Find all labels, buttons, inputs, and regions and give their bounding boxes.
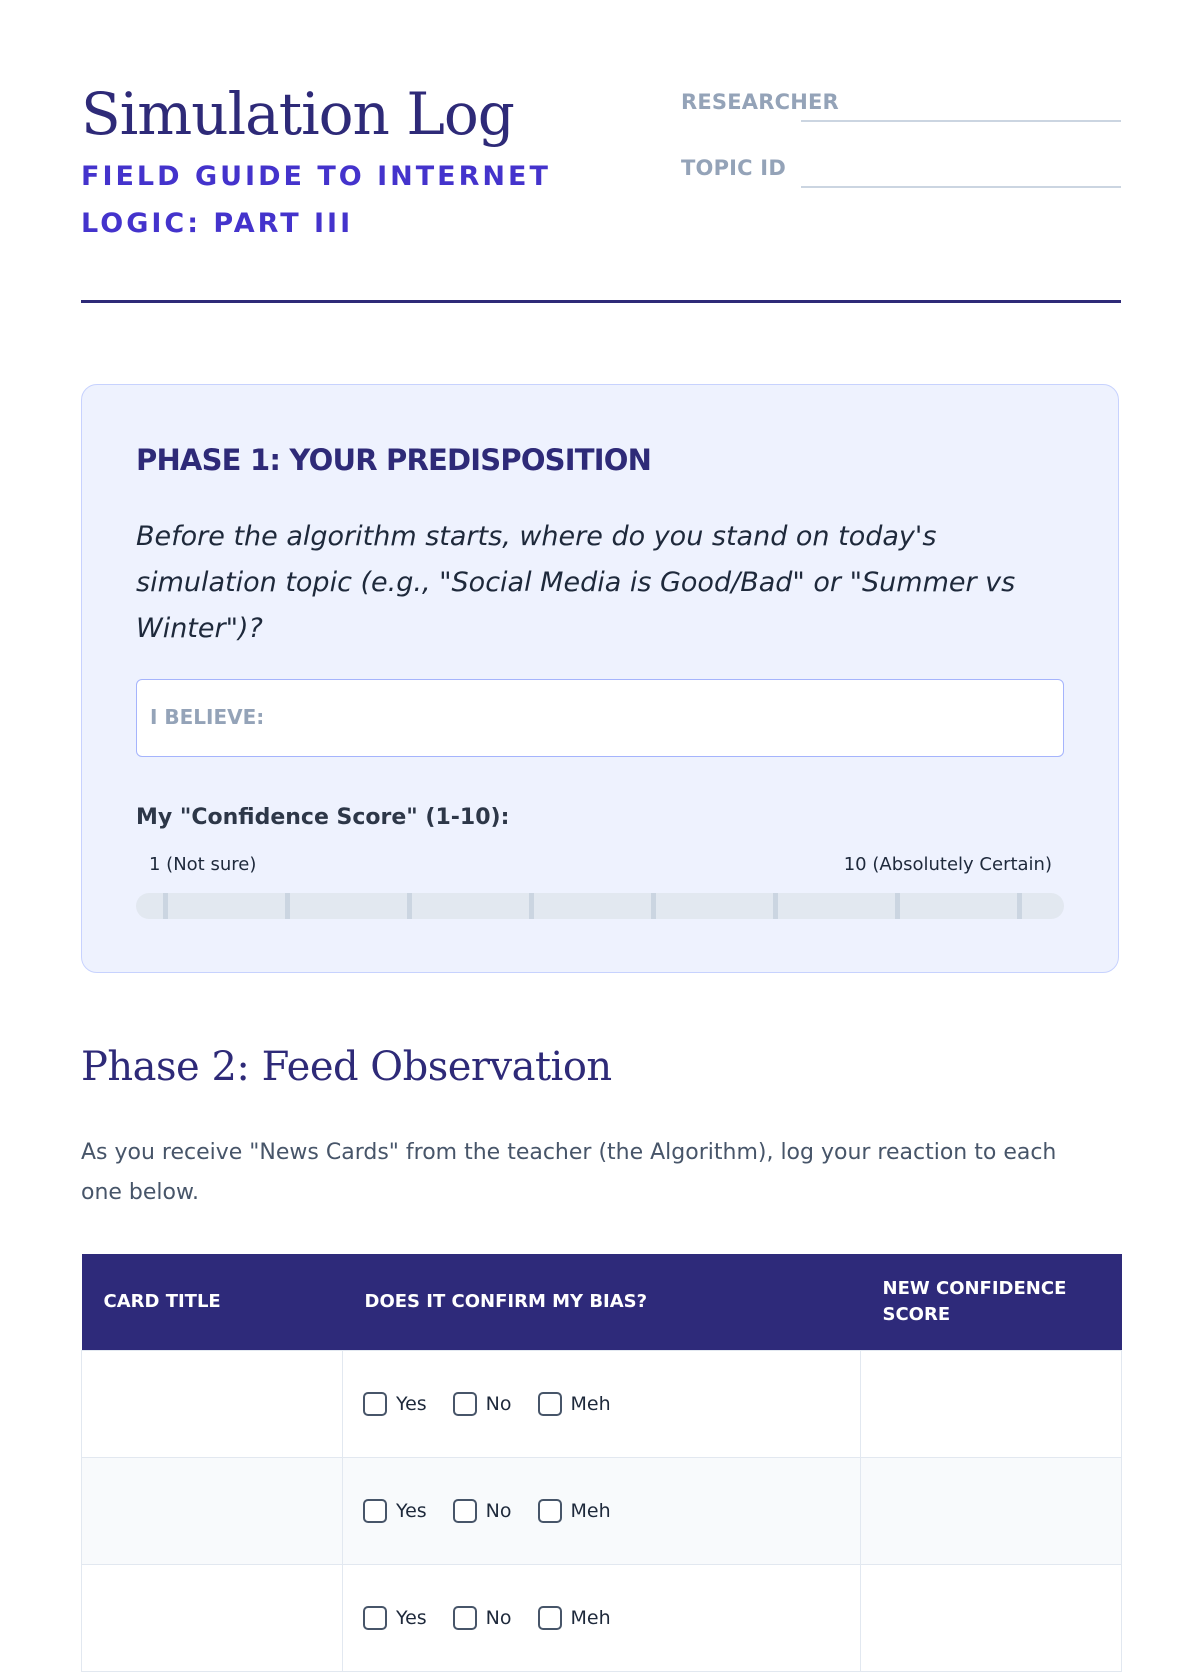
scale-tick (895, 893, 900, 919)
new-confidence-cell[interactable] (861, 1350, 1122, 1457)
scale-max-label: 10 (Absolutely Certain) (843, 854, 1052, 875)
belief-input[interactable] (136, 679, 1064, 757)
table-row (82, 1457, 1122, 1564)
option-meh-label: Meh (570, 1499, 611, 1522)
checkbox-no[interactable] (453, 1606, 477, 1630)
header-divider (81, 300, 1121, 303)
table-row (82, 1564, 1122, 1671)
option-no[interactable] (453, 1606, 512, 1630)
checkbox-meh[interactable] (538, 1392, 562, 1416)
card-title-cell[interactable] (82, 1457, 343, 1564)
option-meh[interactable] (538, 1392, 611, 1416)
phase2-title: Phase 2: Feed Observation (81, 1044, 612, 1090)
option-no-label: No (485, 1392, 512, 1415)
scale-tick (1017, 893, 1022, 919)
new-confidence-cell[interactable] (861, 1564, 1122, 1671)
option-no[interactable] (453, 1392, 512, 1416)
option-meh-label: Meh (570, 1392, 611, 1415)
option-no-label: No (485, 1499, 512, 1522)
option-meh[interactable] (538, 1499, 611, 1523)
new-confidence-cell[interactable] (861, 1457, 1122, 1564)
option-no-label: No (485, 1606, 512, 1629)
bias-check-group (363, 1499, 840, 1523)
scale-min-label: 1 (Not sure) (149, 854, 257, 875)
column-header-card-title: CARD TITLE (82, 1254, 343, 1350)
scale-tick (529, 893, 534, 919)
scale-tick (163, 893, 168, 919)
belief-label: I BELIEVE: (150, 705, 265, 729)
card-title-cell[interactable] (82, 1564, 343, 1671)
scale-tick (285, 893, 290, 919)
topic-id-input-line[interactable] (801, 154, 1121, 188)
option-yes[interactable] (363, 1499, 427, 1523)
page-subtitle: FIELD GUIDE TO INTERNET LOGIC: PART III (81, 161, 551, 239)
phase1-question: Before the algorithm starts, where do you stand on today's simulation topic (e.g., "Social Media is Good/Bad" or "Summer vs Winter")? (136, 521, 1016, 644)
topic-id-label: TOPIC ID (681, 156, 786, 180)
checkbox-yes[interactable] (363, 1606, 387, 1630)
option-yes-label: Yes (396, 1392, 427, 1415)
researcher-input-line[interactable] (801, 88, 1121, 122)
feed-observation-table (81, 1254, 1122, 1672)
column-header-confirm-bias: DOES IT CONFIRM MY BIAS? (343, 1254, 861, 1350)
option-yes-label: Yes (396, 1499, 427, 1522)
option-yes[interactable] (363, 1606, 427, 1630)
bias-check-group (363, 1606, 840, 1630)
option-meh-label: Meh (570, 1606, 611, 1629)
phase1-title: PHASE 1: YOUR PREDISPOSITION (136, 443, 652, 477)
table-row (82, 1350, 1122, 1457)
option-no[interactable] (453, 1499, 512, 1523)
confidence-scale[interactable] (136, 893, 1064, 919)
option-meh[interactable] (538, 1606, 611, 1630)
checkbox-yes[interactable] (363, 1392, 387, 1416)
card-title-cell[interactable] (82, 1350, 343, 1457)
phase2-intro: As you receive "News Cards" from the teacher (the Algorithm), log your reaction to each one below. (81, 1140, 1057, 1205)
bias-check-cell (343, 1350, 861, 1457)
bias-check-group (363, 1392, 840, 1416)
scale-tick (651, 893, 656, 919)
checkbox-yes[interactable] (363, 1499, 387, 1523)
table-header-row (82, 1254, 1122, 1350)
checkbox-no[interactable] (453, 1499, 477, 1523)
column-header-new-confidence: NEW CONFIDENCE SCORE (861, 1254, 1122, 1350)
scale-tick (773, 893, 778, 919)
confidence-score-label: My "Confidence Score" (1-10): (136, 805, 510, 830)
bias-check-cell (343, 1457, 861, 1564)
option-yes-label: Yes (396, 1606, 427, 1629)
checkbox-meh[interactable] (538, 1606, 562, 1630)
researcher-field (681, 88, 1121, 128)
header (81, 0, 1121, 304)
page-title: Simulation Log (81, 80, 514, 148)
researcher-label: RESEARCHER (681, 90, 839, 114)
option-yes[interactable] (363, 1392, 427, 1416)
checkbox-no[interactable] (453, 1392, 477, 1416)
scale-tick (407, 893, 412, 919)
checkbox-meh[interactable] (538, 1499, 562, 1523)
bias-check-cell (343, 1564, 861, 1671)
topic-id-field (681, 154, 1121, 194)
